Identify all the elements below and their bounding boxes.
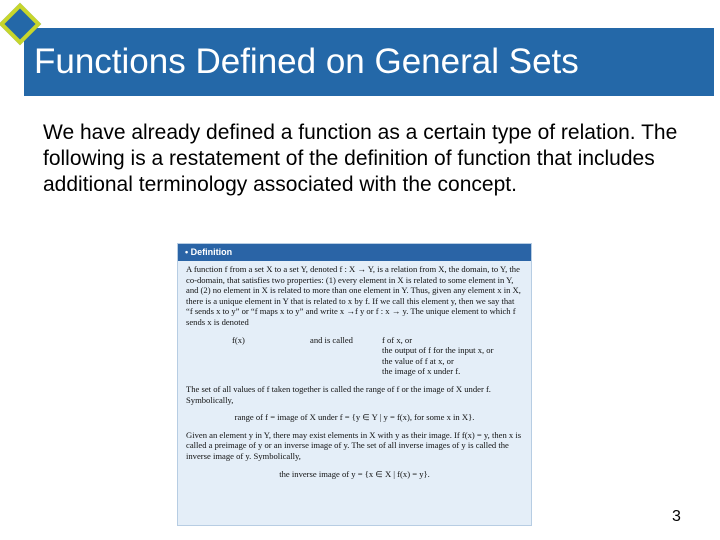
range-formula: range of f = image of X under f = {y ∈ Y | y = f(x), for some x in X}. [234,412,475,423]
notation-names [382,335,523,377]
definition-paragraph: A function f from a set X to a set Y, denoted f : X → Y, is a relation from X, the domain, to Y, the co-domain, that satisfies two properties: (1) every element in X is related to some element in Y, and (2) no element in X is related to more than one element in Y. Thus, given any element x in X, there is a unique element in Y that is related to x by f. If we call this element y, then we say that “f sends x to y” or “f maps x to y” and write x →f y or f : x → y. The unique element to which f sends x is denoted [186,264,521,327]
inverse-paragraph: Given an element y in Y, there may exist elements in X with y as their image. If f(x) = y, then x is called a preimage of y or an inverse image of y. The set of all inverse images of y is called the inverse image of y. Symbolically, [186,429,522,461]
definition-header: • Definition [178,244,531,261]
notation-name-item: f of x, or [382,334,413,345]
definition-body [178,261,531,479]
intro-text: We have already defined a function as a certain type of relation. The following is a restatement of the definition of function that includes additional terminology associated with the concept. [43,121,678,196]
inverse-formula: the inverse image of y = {x ∈ X | f(x) = y}. [279,468,430,479]
notation-name-item: the value of f at x, or [382,355,454,366]
notation-called: and is called [310,334,353,345]
notation-fx: f(x) [232,334,245,345]
definition-box [177,243,532,526]
notation-name-item: the output of f for the input x, or [382,345,494,356]
notation-block [186,335,523,377]
range-paragraph: The set of all values of f taken together is called the range of f or the image of X under f. Symbolically, [186,383,491,405]
notation-name-item: the image of x under f. [382,366,461,377]
slide-title: Functions Defined on General Sets [34,42,579,81]
title-bar [24,28,714,96]
page-number: 3 [672,508,681,525]
